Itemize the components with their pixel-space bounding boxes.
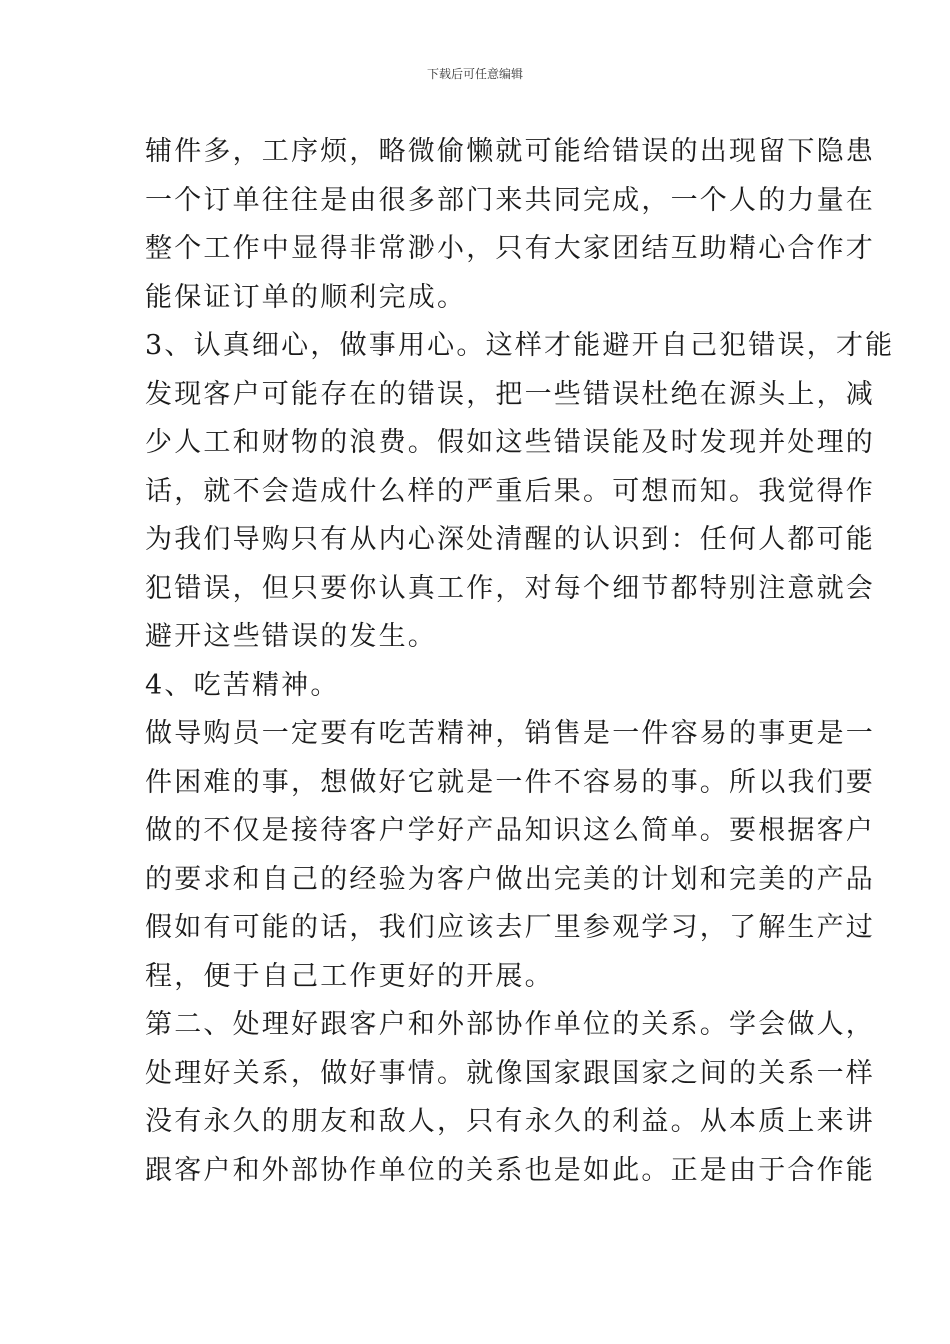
text-line: 假如有可能的话，我们应该去厂里参观学习，了解生产过 <box>145 912 875 943</box>
text-line: 辅件多，工序烦，略微偷懒就可能给错误的出现留下隐患 <box>145 136 875 167</box>
text-line: 跟客户和外部协作单位的关系也是如此。正是由于合作能 <box>145 1154 875 1186</box>
text-line: 没有永久的朋友和敌人，只有永久的利益。从本质上来讲 <box>145 1106 875 1137</box>
document-body <box>145 128 895 1195</box>
text-line: 能保证订单的顺利完成。 <box>145 281 467 313</box>
text-line: 做的不仅是接待客户学好产品知识这么简单。要根据客户 <box>145 815 875 846</box>
text-line: 一个订单往往是由很多部门来共同完成，一个人的力量在 <box>145 184 875 216</box>
text-line: 件困难的事，想做好它就是一件不容易的事。所以我们要 <box>145 766 875 798</box>
text-line: 第二、处理好跟客户和外部协作单位的关系。学会做人， <box>145 1009 875 1040</box>
text-line: 的要求和自己的经验为客户做出完美的计划和完美的产品 <box>145 863 875 895</box>
text-line: 4、吃苦精神。 <box>145 669 340 701</box>
text-line: 少人工和财物的浪费。假如这些错误能及时发现并处理的 <box>145 427 875 458</box>
text-line: 做导购员一定要有吃苦精神，销售是一件容易的事更是一 <box>145 718 875 749</box>
text-line: 发现客户可能存在的错误，把一些错误杜绝在源头上，减 <box>145 378 875 410</box>
text-line: 犯错误，但只要你认真工作，对每个细节都特别注意就会 <box>145 572 875 604</box>
text-line: 整个工作中显得非常渺小，只有大家团结互助精心合作才 <box>145 233 875 264</box>
page-header: 下载后可任意编辑 <box>426 67 523 81</box>
text-line: 处理好关系，做好事情。就像国家跟国家之间的关系一样 <box>145 1057 875 1089</box>
text-line: 程，便于自己工作更好的开展。 <box>145 960 554 992</box>
text-line: 避开这些错误的发生。 <box>145 621 437 652</box>
text-line: 为我们导购只有从内心深处清醒的认识到：任何人都可能 <box>145 524 875 555</box>
text-line: 3、认真细心，做事用心。这样才能避开自己犯错误，才能 <box>145 330 895 361</box>
text-line: 话，就不会造成什么样的严重后果。可想而知。我觉得作 <box>145 475 875 507</box>
